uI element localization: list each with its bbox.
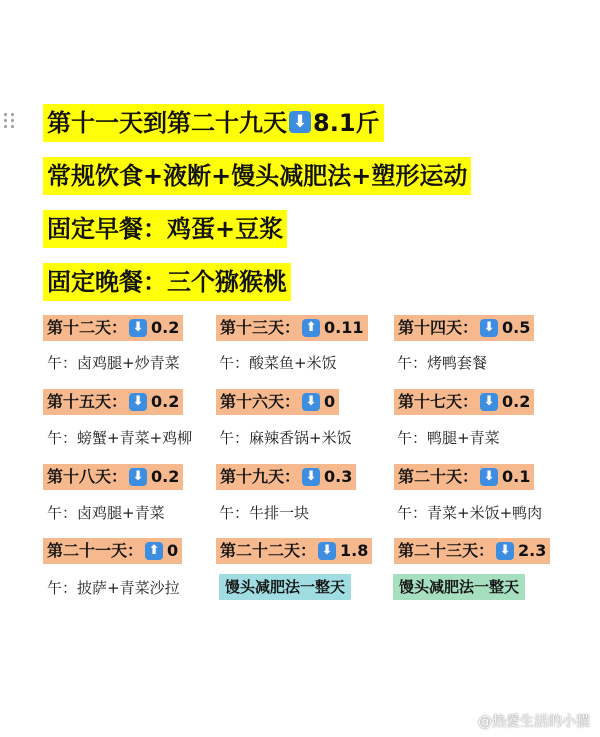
day-15-meal: 午：螃蟹+青菜+鸡柳	[47, 429, 193, 447]
day-20-meal: 午：青菜+米饭+鸭肉	[397, 504, 543, 522]
day-value: 0.1	[502, 467, 531, 486]
day-19-title	[216, 464, 356, 490]
day-16-title	[216, 389, 339, 415]
day-13-meal: 午：酸菜鱼+米饭	[219, 354, 337, 372]
day-13-title	[216, 315, 368, 341]
day-14-title	[394, 315, 534, 341]
day-label: 第十六天：	[220, 392, 301, 411]
day-label: 第十四天：	[398, 318, 479, 337]
day-22-title	[216, 538, 372, 564]
day-label: 第十七天：	[398, 392, 479, 411]
day-15-title	[43, 389, 183, 415]
day-22-mantou-tag: 馒头减肥法一整天	[219, 574, 351, 600]
day-16-meal: 午：麻辣香锅+米饭	[219, 429, 352, 447]
down-arrow-icon: ⬇	[129, 319, 147, 337]
headline-3-text: 固定早餐：鸡蛋+豆浆	[47, 215, 284, 243]
day-label: 第十九天：	[220, 467, 301, 486]
down-arrow-icon: ⬇	[302, 468, 320, 486]
headline-4	[43, 263, 291, 301]
day-value: 0.2	[151, 467, 180, 486]
day-12-title	[43, 315, 183, 341]
day-label: 第二十一天：	[47, 541, 144, 560]
day-value: 0	[324, 392, 336, 411]
day-label: 第十八天：	[47, 467, 128, 486]
day-label: 第二十三天：	[398, 541, 495, 560]
drag-handle-icon[interactable]	[4, 113, 16, 129]
down-arrow-icon: ⬇	[129, 393, 147, 411]
day-label: 第十三天：	[220, 318, 301, 337]
day-value: 0.2	[151, 318, 180, 337]
day-21-title	[43, 538, 182, 564]
day-value: 2.3	[518, 541, 547, 560]
headline-2-text: 常规饮食+液断+馒头减肥法+塑形运动	[47, 162, 468, 190]
day-value: 0.5	[502, 318, 531, 337]
day-18-meal: 午：卤鸡腿+青菜	[47, 504, 165, 522]
watermark: @热爱生活的小猫	[478, 714, 590, 730]
day-label: 第二十二天：	[220, 541, 317, 560]
down-arrow-icon: ⬇	[289, 111, 311, 133]
day-value: 0.11	[324, 318, 364, 337]
day-17-meal: 午：鸭腿+青菜	[397, 429, 500, 447]
headline-2	[43, 157, 471, 195]
down-arrow-icon: ⬇	[318, 542, 336, 560]
day-value: 0	[167, 541, 179, 560]
day-label: 第十二天：	[47, 318, 128, 337]
down-arrow-icon: ⬇	[302, 393, 320, 411]
day-18-title	[43, 464, 183, 490]
day-20-title	[394, 464, 534, 490]
day-21-meal: 午：披萨+青菜沙拉	[47, 579, 180, 597]
day-value: 0.3	[324, 467, 353, 486]
day-12-meal: 午：卤鸡腿+炒青菜	[47, 354, 180, 372]
down-arrow-icon: ⬇	[480, 393, 498, 411]
day-label: 第二十天：	[398, 467, 479, 486]
headline-1	[43, 104, 384, 142]
down-arrow-icon: ⬇	[480, 468, 498, 486]
headline-3	[43, 210, 287, 248]
headline-4-text: 固定晚餐：三个猕猴桃	[47, 268, 287, 296]
day-value: 0.2	[502, 392, 531, 411]
day-14-meal: 午：烤鸭套餐	[397, 354, 488, 372]
day-value: 1.8	[340, 541, 369, 560]
day-23-mantou-tag: 馒头减肥法一整天	[393, 574, 525, 600]
headline-1-text: 第十一天到第二十九天	[47, 109, 287, 137]
up-arrow-icon: ⬆	[145, 542, 163, 560]
day-label: 第十五天：	[47, 392, 128, 411]
day-23-title	[394, 538, 550, 564]
down-arrow-icon: ⬇	[480, 319, 498, 337]
down-arrow-icon: ⬇	[129, 468, 147, 486]
up-arrow-icon: ⬆	[302, 319, 320, 337]
day-17-title	[394, 389, 534, 415]
down-arrow-icon: ⬇	[496, 542, 514, 560]
day-19-meal: 午：牛排一块	[219, 504, 310, 522]
headline-1-suffix: 8.1斤	[313, 109, 380, 137]
day-value: 0.2	[151, 392, 180, 411]
